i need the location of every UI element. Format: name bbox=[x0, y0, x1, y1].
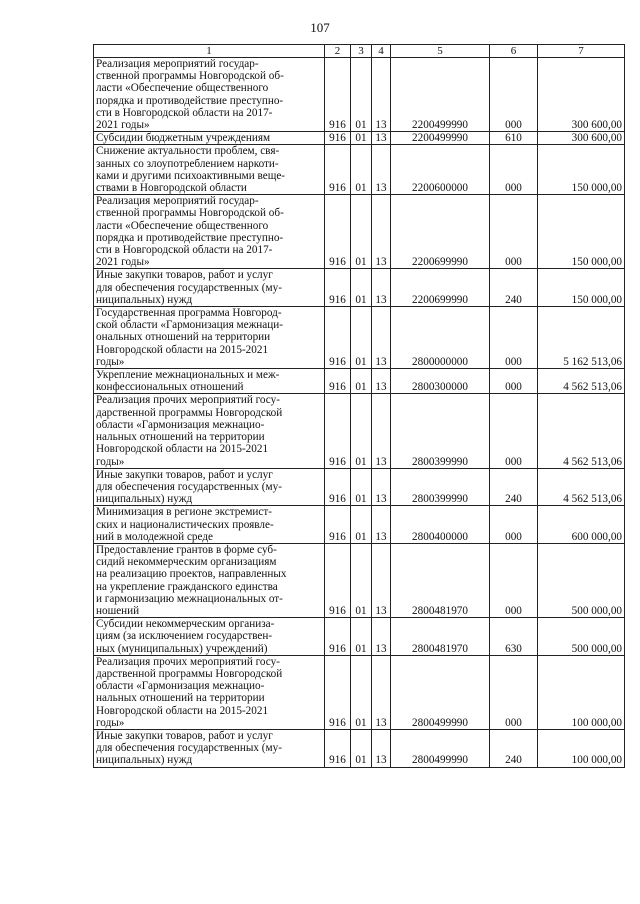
table-row bbox=[94, 307, 625, 369]
row-description bbox=[94, 195, 325, 269]
description-line: ласти «Обеспечение общественного bbox=[96, 82, 269, 95]
admin-code-cell: 916 bbox=[325, 58, 351, 132]
description-line: для обеспечения государственных (му- bbox=[96, 480, 282, 493]
expense-type-cell: 000 bbox=[490, 655, 538, 729]
description-line: и гармонизацию межнациональных от- bbox=[96, 592, 283, 605]
amount-cell: 100 000,00 bbox=[538, 729, 625, 767]
admin-code-cell: 916 bbox=[325, 468, 351, 506]
target-article-cell: 2800300000 bbox=[391, 369, 490, 394]
row-description bbox=[94, 369, 325, 394]
description-line: порядка и противодействие преступно- bbox=[96, 231, 284, 244]
target-article-cell: 2800481970 bbox=[391, 543, 490, 617]
subsection-cell: 13 bbox=[372, 369, 391, 394]
admin-code-cell: 916 bbox=[325, 618, 351, 656]
section-cell: 01 bbox=[351, 132, 372, 145]
description-line: Реализация прочих мероприятий госу- bbox=[96, 655, 280, 668]
description-line: ственной программы Новгородской об- bbox=[96, 207, 284, 220]
target-article-cell: 2200499990 bbox=[391, 58, 490, 132]
description-line: ношений bbox=[96, 604, 140, 617]
description-line: Иные закупки товаров, работ и услуг bbox=[96, 729, 273, 742]
expense-type-cell: 240 bbox=[490, 468, 538, 506]
description-line: годы» bbox=[96, 455, 125, 468]
section-cell: 01 bbox=[351, 618, 372, 656]
description-line: Государственная программа Новгород- bbox=[96, 307, 282, 320]
table-row bbox=[94, 729, 625, 767]
description-line: Новгородской области на 2015-2021 bbox=[96, 343, 269, 356]
admin-code-cell: 916 bbox=[325, 655, 351, 729]
section-cell: 01 bbox=[351, 369, 372, 394]
row-description bbox=[94, 394, 325, 468]
amount-cell: 150 000,00 bbox=[538, 269, 625, 307]
description-line: Субсидии некоммерческим организа- bbox=[96, 618, 275, 631]
column-header: 6 bbox=[490, 45, 538, 58]
description-line: ниципальных) нужд bbox=[96, 754, 193, 767]
subsection-cell: 13 bbox=[372, 58, 391, 132]
description-line: для обеспечения государственных (му- bbox=[96, 281, 282, 294]
row-description bbox=[94, 729, 325, 767]
table-row bbox=[94, 145, 625, 195]
description-line: нальных отношений на территории bbox=[96, 431, 265, 444]
amount-cell: 4 562 513,06 bbox=[538, 369, 625, 394]
expense-type-cell: 000 bbox=[490, 58, 538, 132]
description-line: Реализация прочих мероприятий госу- bbox=[96, 394, 280, 407]
amount-cell: 4 562 513,06 bbox=[538, 394, 625, 468]
row-description bbox=[94, 543, 325, 617]
subsection-cell: 13 bbox=[372, 132, 391, 145]
admin-code-cell: 916 bbox=[325, 307, 351, 369]
row-description bbox=[94, 655, 325, 729]
subsection-cell: 13 bbox=[372, 394, 391, 468]
section-cell: 01 bbox=[351, 269, 372, 307]
description-line: ками и другими психоактивными веще- bbox=[96, 169, 286, 182]
amount-cell: 150 000,00 bbox=[538, 145, 625, 195]
description-line: Иные закупки товаров, работ и услуг bbox=[96, 269, 273, 282]
column-header: 4 bbox=[372, 45, 391, 58]
description-line: Субсидии бюджетным учреждениям bbox=[96, 132, 271, 145]
table-header-row bbox=[94, 45, 625, 58]
description-line: порядка и противодействие преступно- bbox=[96, 94, 284, 107]
description-line: Минимизация в регионе экстремист- bbox=[96, 506, 272, 519]
target-article-cell: 2200600000 bbox=[391, 145, 490, 195]
admin-code-cell: 916 bbox=[325, 145, 351, 195]
target-article-cell: 2800481970 bbox=[391, 618, 490, 656]
description-line: Реализация мероприятий государ- bbox=[96, 195, 259, 208]
description-line: дарственной программы Новгородской bbox=[96, 667, 283, 680]
amount-cell: 5 162 513,06 bbox=[538, 307, 625, 369]
row-description bbox=[94, 145, 325, 195]
row-description bbox=[94, 269, 325, 307]
admin-code-cell: 916 bbox=[325, 506, 351, 544]
admin-code-cell: 916 bbox=[325, 394, 351, 468]
description-line: Укрепление межнациональных и меж- bbox=[96, 369, 280, 382]
target-article-cell: 2200699990 bbox=[391, 195, 490, 269]
description-line: дарственной программы Новгородской bbox=[96, 406, 283, 419]
description-line: 2021 годы» bbox=[96, 119, 150, 132]
description-line: на укрепление гражданского единства bbox=[96, 580, 278, 593]
amount-cell: 100 000,00 bbox=[538, 655, 625, 729]
admin-code-cell: 916 bbox=[325, 729, 351, 767]
row-description bbox=[94, 506, 325, 544]
column-header: 3 bbox=[351, 45, 372, 58]
row-description bbox=[94, 58, 325, 132]
subsection-cell: 13 bbox=[372, 655, 391, 729]
description-line: годы» bbox=[96, 716, 125, 729]
target-article-cell: 2800499990 bbox=[391, 655, 490, 729]
amount-cell: 600 000,00 bbox=[538, 506, 625, 544]
section-cell: 01 bbox=[351, 394, 372, 468]
amount-cell: 500 000,00 bbox=[538, 543, 625, 617]
description-line: Новгородской области на 2015-2021 bbox=[96, 443, 269, 456]
table-row bbox=[94, 369, 625, 394]
description-line: занных со злоупотреблением наркоти- bbox=[96, 157, 279, 170]
table-row bbox=[94, 394, 625, 468]
subsection-cell: 13 bbox=[372, 307, 391, 369]
amount-cell: 4 562 513,06 bbox=[538, 468, 625, 506]
description-line: ниципальных) нужд bbox=[96, 493, 193, 506]
section-cell: 01 bbox=[351, 58, 372, 132]
subsection-cell: 13 bbox=[372, 145, 391, 195]
expense-type-cell: 630 bbox=[490, 618, 538, 656]
admin-code-cell: 916 bbox=[325, 369, 351, 394]
column-header: 5 bbox=[391, 45, 490, 58]
expense-type-cell: 000 bbox=[490, 543, 538, 617]
subsection-cell: 13 bbox=[372, 468, 391, 506]
amount-cell: 500 000,00 bbox=[538, 618, 625, 656]
subsection-cell: 13 bbox=[372, 195, 391, 269]
column-header: 7 bbox=[538, 45, 625, 58]
subsection-cell: 13 bbox=[372, 543, 391, 617]
column-header: 1 bbox=[94, 45, 325, 58]
row-description bbox=[94, 307, 325, 369]
description-line: конфессиональных отношений bbox=[96, 381, 244, 394]
expense-type-cell: 000 bbox=[490, 307, 538, 369]
amount-cell: 300 600,00 bbox=[538, 132, 625, 145]
expense-type-cell: 240 bbox=[490, 729, 538, 767]
description-line: ных (муниципальных) учреждений) bbox=[96, 642, 268, 655]
subsection-cell: 13 bbox=[372, 618, 391, 656]
row-description bbox=[94, 132, 325, 145]
description-line: области «Гармонизация межнацио- bbox=[96, 680, 265, 693]
description-line: ских и националистических проявле- bbox=[96, 518, 274, 531]
description-line: 2021 годы» bbox=[96, 256, 150, 269]
description-line: ственной программы Новгородской об- bbox=[96, 70, 284, 83]
expense-type-cell: 240 bbox=[490, 269, 538, 307]
target-article-cell: 2200499990 bbox=[391, 132, 490, 145]
description-line: сти в Новгородской области на 2017- bbox=[96, 106, 273, 119]
target-article-cell: 2800399990 bbox=[391, 468, 490, 506]
description-line: ласти «Обеспечение общественного bbox=[96, 219, 269, 232]
subsection-cell: 13 bbox=[372, 506, 391, 544]
target-article-cell: 2200699990 bbox=[391, 269, 490, 307]
section-cell: 01 bbox=[351, 543, 372, 617]
expense-type-cell: 000 bbox=[490, 145, 538, 195]
description-line: Реализация мероприятий государ- bbox=[96, 58, 259, 70]
description-line: ональных отношений на территории bbox=[96, 331, 271, 344]
description-line: Иные закупки товаров, работ и услуг bbox=[96, 468, 273, 481]
row-description bbox=[94, 468, 325, 506]
subsection-cell: 13 bbox=[372, 269, 391, 307]
target-article-cell: 2800400000 bbox=[391, 506, 490, 544]
column-header: 2 bbox=[325, 45, 351, 58]
table-row bbox=[94, 58, 625, 132]
description-line: годы» bbox=[96, 355, 125, 368]
table-row bbox=[94, 543, 625, 617]
description-line: на реализацию проектов, направленных bbox=[96, 568, 287, 581]
expense-type-cell: 000 bbox=[490, 506, 538, 544]
description-line: ниципальных) нужд bbox=[96, 293, 193, 306]
target-article-cell: 2800399990 bbox=[391, 394, 490, 468]
table-row bbox=[94, 468, 625, 506]
description-line: сти в Новгородской области на 2017- bbox=[96, 244, 273, 257]
description-line: для обеспечения государственных (му- bbox=[96, 742, 282, 755]
expense-type-cell: 000 bbox=[490, 369, 538, 394]
expense-type-cell: 610 bbox=[490, 132, 538, 145]
table-row bbox=[94, 655, 625, 729]
section-cell: 01 bbox=[351, 506, 372, 544]
section-cell: 01 bbox=[351, 655, 372, 729]
description-line: Новгородской области на 2015-2021 bbox=[96, 704, 269, 717]
description-line: циям (за исключением государствен- bbox=[96, 630, 273, 643]
description-line: сидий некоммерческим организациям bbox=[96, 556, 277, 569]
description-line: Предоставление грантов в форме суб- bbox=[96, 543, 277, 556]
amount-cell: 150 000,00 bbox=[538, 195, 625, 269]
section-cell: 01 bbox=[351, 468, 372, 506]
subsection-cell: 13 bbox=[372, 729, 391, 767]
admin-code-cell: 916 bbox=[325, 132, 351, 145]
section-cell: 01 bbox=[351, 729, 372, 767]
budget-table bbox=[93, 44, 625, 768]
expense-type-cell: 000 bbox=[490, 394, 538, 468]
row-description bbox=[94, 618, 325, 656]
admin-code-cell: 916 bbox=[325, 195, 351, 269]
description-line: ствами в Новгородской области bbox=[96, 182, 247, 195]
section-cell: 01 bbox=[351, 145, 372, 195]
description-line: ской области «Гармонизация межнаци- bbox=[96, 319, 283, 332]
table-row bbox=[94, 269, 625, 307]
expense-type-cell: 000 bbox=[490, 195, 538, 269]
description-line: нальных отношений на территории bbox=[96, 692, 265, 705]
amount-cell: 300 600,00 bbox=[538, 58, 625, 132]
target-article-cell: 2800000000 bbox=[391, 307, 490, 369]
table-row bbox=[94, 506, 625, 544]
description-line: области «Гармонизация межнацио- bbox=[96, 418, 265, 431]
table-row bbox=[94, 195, 625, 269]
target-article-cell: 2800499990 bbox=[391, 729, 490, 767]
section-cell: 01 bbox=[351, 195, 372, 269]
table-row bbox=[94, 132, 625, 145]
table-row bbox=[94, 618, 625, 656]
page-number: 107 bbox=[310, 20, 330, 35]
description-line: ний в молодежной среде bbox=[96, 530, 214, 543]
admin-code-cell: 916 bbox=[325, 543, 351, 617]
admin-code-cell: 916 bbox=[325, 269, 351, 307]
section-cell: 01 bbox=[351, 307, 372, 369]
description-line: Снижение актуальности проблем, свя- bbox=[96, 145, 280, 158]
